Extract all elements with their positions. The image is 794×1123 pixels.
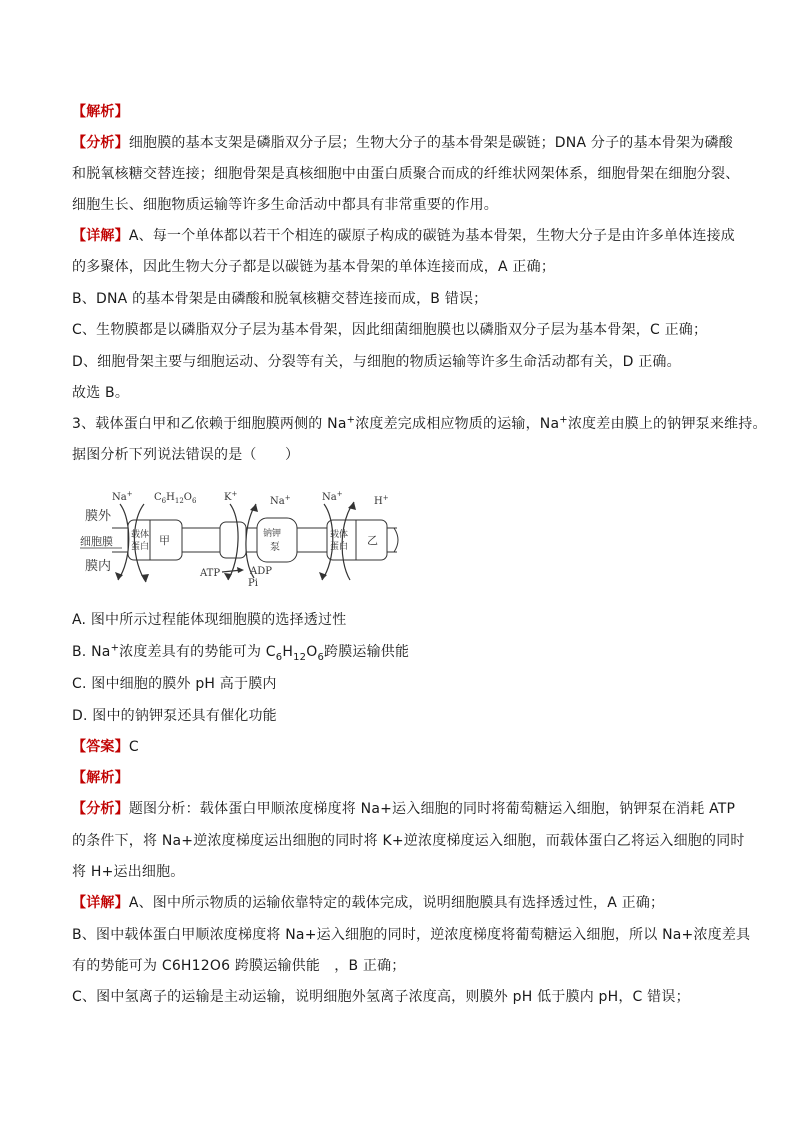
membrane-end-cap bbox=[394, 528, 398, 552]
na-label-2: Na+ bbox=[270, 494, 291, 507]
question-3-line-2: 据图分析下列说法错误的是（ ） bbox=[72, 447, 300, 463]
fenxi-text: 题图分析：载体蛋白甲顺浓度梯度将 Na+运入细胞的同时将葡萄糖运入细胞，钠钾泵在消耗 ATP bbox=[128, 801, 736, 817]
glucose-label: $C_6H_{12}O_6$ bbox=[154, 492, 197, 505]
carrier-label: 载体 bbox=[330, 530, 349, 540]
fenxi-line: 和脱氧核糖交替连接；细胞骨架是真核细胞中由蛋白质聚合而成的纤维状网架体系，细胞骨架在细胞分裂、 bbox=[72, 166, 740, 182]
option-d: D. 图中的钠钾泵还具有催化功能 bbox=[72, 708, 277, 724]
option-c: C. 图中细胞的膜外 pH 高于膜内 bbox=[72, 676, 277, 692]
membrane-block bbox=[220, 522, 246, 558]
superscript: + bbox=[346, 414, 356, 426]
subscript: 6 bbox=[317, 651, 324, 663]
na-in-arrow-1 bbox=[118, 504, 129, 580]
carrier-label: 蛋白 bbox=[131, 542, 150, 552]
option-c-explanation-2: C、图中氢离子的运输是主动运输，说明细胞外氢离子浓度高，则膜外 pH 低于膜内 pH，C 错误； bbox=[72, 989, 690, 1005]
option-b-explanation: B、DNA 的基本骨架是由磷酸和脱氧核糖交替连接而成，B 错误； bbox=[72, 291, 488, 307]
option-a: A. 图中所示过程能体现细胞膜的选择透过性 bbox=[72, 612, 347, 628]
fenxi-line: 的条件下，将 Na+逆浓度梯度运出细胞的同时将 K+逆浓度梯度运入细胞，而载体蛋白乙将运入细胞的同时 bbox=[72, 833, 745, 849]
question-3-text: 浓度差由膜上的钠钾泵来维持。 bbox=[567, 416, 767, 432]
question-3-text: 3、载体蛋白甲和乙依赖于细胞膜两侧的 Na bbox=[72, 416, 347, 432]
xiangjie-tag: 【详解】 bbox=[72, 895, 129, 911]
fenxi-line: 细胞生长、细胞物质运输等许多生命活动中都具有非常重要的作用。 bbox=[72, 197, 498, 213]
option-b-explanation-2: B、图中载体蛋白甲顺浓度梯度将 Na+运入细胞的同时，逆浓度梯度将葡萄糖运入细胞，所以 Na+浓度差具 bbox=[72, 927, 751, 943]
formula-letter: O bbox=[306, 644, 318, 660]
choose-line: 故选 B。 bbox=[72, 385, 130, 401]
xiangjie-paragraph-2 bbox=[72, 893, 664, 913]
analysis-header-2: 【解析】 bbox=[72, 770, 129, 786]
jia-label: 甲 bbox=[159, 534, 170, 547]
atp-label: ATP bbox=[200, 568, 221, 579]
inside-label: 膜内 bbox=[85, 559, 112, 574]
superscript: + bbox=[110, 642, 120, 654]
formula-letter: H bbox=[282, 644, 294, 660]
xiangjie-line: 的多聚体，因此生物大分子都是以碳链为基本骨架的单体连接而成，A 正确； bbox=[72, 259, 556, 275]
na-label-3: Na+ bbox=[322, 490, 343, 503]
arrow-head bbox=[237, 567, 244, 573]
option-b-text: B. Na bbox=[72, 644, 111, 660]
pi-label: Pi bbox=[248, 578, 258, 589]
fenxi-line: 将 H+运出细胞。 bbox=[72, 864, 185, 880]
carrier-label: 载体 bbox=[131, 530, 150, 540]
subscript: 6 bbox=[275, 651, 283, 663]
subscript: 12 bbox=[293, 651, 307, 663]
membrane-diagram bbox=[72, 490, 412, 595]
membrane-diagram-svg bbox=[72, 490, 412, 595]
option-b-text: 跨膜运输供能 bbox=[324, 644, 410, 660]
xiangjie-tag: 【详解】 bbox=[72, 228, 129, 244]
arrow-head bbox=[250, 504, 258, 512]
option-d-explanation: D、细胞骨架主要与细胞运动、分裂等有关，与细胞的物质运输等许多生命活动都有关，D 正确。 bbox=[72, 354, 681, 370]
k-label: K+ bbox=[224, 490, 238, 503]
fenxi-tag: 【分析】 bbox=[72, 801, 129, 817]
answer-line bbox=[72, 737, 139, 757]
option-c-explanation: C、生物膜都是以磷脂双分子层为基本骨架，因此细菌细胞膜也以磷脂双分子层为基本骨架，C 正确； bbox=[72, 322, 708, 338]
superscript: + bbox=[559, 414, 568, 426]
yi-label: 乙 bbox=[367, 534, 378, 547]
arrow-head bbox=[224, 573, 232, 580]
membrane-label: 细胞膜 bbox=[80, 535, 113, 548]
pump-label: 泵 bbox=[270, 542, 280, 553]
answer-tag: 【答案】 bbox=[72, 739, 129, 755]
na-k-pump bbox=[257, 518, 297, 562]
carrier-protein-yi bbox=[327, 520, 387, 560]
na-label-1: Na+ bbox=[112, 490, 133, 503]
fenxi-paragraph-2 bbox=[72, 799, 735, 819]
xiangjie-paragraph-1 bbox=[72, 226, 735, 246]
option-b-text: 浓度差具有的势能可为 C bbox=[119, 644, 276, 660]
adp-label: ADP bbox=[250, 566, 272, 577]
analysis-header: 【解析】 bbox=[72, 104, 129, 120]
fenxi-tag: 【分析】 bbox=[72, 135, 129, 151]
option-b-explanation-2-cont: 有的势能可为 C6H12O6 跨膜运输供能 ，B 正确； bbox=[72, 958, 406, 974]
outside-label: 膜外 bbox=[85, 509, 112, 524]
option-b bbox=[72, 642, 409, 662]
answer-value: C bbox=[128, 739, 139, 755]
pump-label: 钠钾 bbox=[263, 529, 282, 539]
xiangjie-text: A、图中所示物质的运输依靠特定的载体完成，说明细胞膜具有选择透过性，A 正确； bbox=[128, 895, 665, 911]
question-3-text: 浓度差完成相应物质的运输，Na bbox=[355, 416, 560, 432]
h-label: H+ bbox=[374, 494, 389, 507]
carrier-label: 蛋白 bbox=[330, 542, 349, 552]
fenxi-text: 细胞膜的基本支架是磷脂双分子层；生物大分子的基本骨架是碳链；DNA 分子的基本骨架为磷酸 bbox=[128, 135, 733, 151]
xiangjie-text: A、每一个单体都以若干个相连的碳原子构成的碳链为基本骨架，生物大分子是由许多单体连接成 bbox=[128, 228, 735, 244]
question-3-stem bbox=[72, 414, 767, 434]
fenxi-paragraph-1 bbox=[72, 133, 733, 153]
